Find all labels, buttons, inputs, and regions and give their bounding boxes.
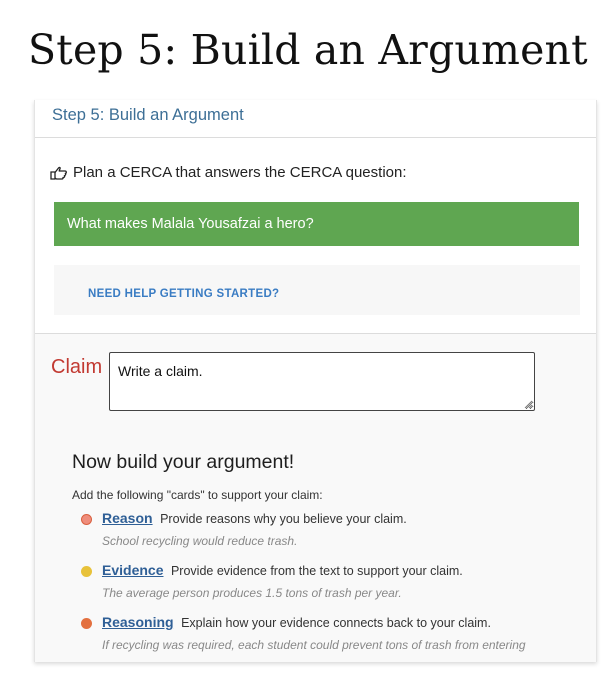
help-getting-started-link[interactable]: NEED HELP GETTING STARTED? — [88, 288, 280, 300]
resize-grip-icon[interactable] — [524, 400, 533, 409]
claim-input[interactable] — [109, 352, 535, 411]
argument-builder — [35, 333, 596, 662]
pointing-hand-icon — [50, 166, 67, 180]
card-types-list — [81, 510, 581, 662]
list-item-reason — [81, 510, 581, 562]
evidence-dot-icon — [81, 566, 92, 577]
reason-dot-icon — [81, 514, 92, 525]
reasoning-description: Explain how your evidence connects back to your claim. — [181, 616, 491, 630]
list-item-evidence — [81, 562, 581, 614]
evidence-link[interactable]: Evidence — [102, 562, 164, 578]
reasoning-dot-icon — [81, 618, 92, 629]
reason-link[interactable]: Reason — [102, 510, 153, 526]
page-heading: Step 5: Build an Argument — [28, 26, 588, 74]
argument-card — [34, 100, 597, 662]
plan-prompt — [50, 164, 407, 181]
plan-text: Plan a CERCA that answers the CERCA question: — [73, 164, 407, 181]
reason-description: Provide reasons why you believe your claim. — [160, 512, 407, 526]
help-panel — [54, 265, 580, 315]
build-subtitle: Add the following "cards" to support your claim: — [72, 488, 323, 502]
claim-label: Claim — [51, 356, 103, 378]
evidence-example: The average person produces 1.5 tons of trash per year. — [102, 586, 402, 600]
claim-field-wrap — [109, 352, 535, 411]
cerca-question: What makes Malala Yousafzai a hero? — [54, 202, 579, 246]
reasoning-example: If recycling was required, each student could prevent tons of trash from entering — [102, 638, 526, 652]
card-header: Step 5: Build an Argument — [35, 100, 596, 138]
list-item-reasoning — [81, 614, 581, 662]
reasoning-link[interactable]: Reasoning — [102, 614, 174, 630]
evidence-description: Provide evidence from the text to support your claim. — [170, 564, 463, 578]
reason-example: School recycling would reduce trash. — [102, 534, 298, 548]
build-title: Now build your argument! — [72, 451, 295, 473]
